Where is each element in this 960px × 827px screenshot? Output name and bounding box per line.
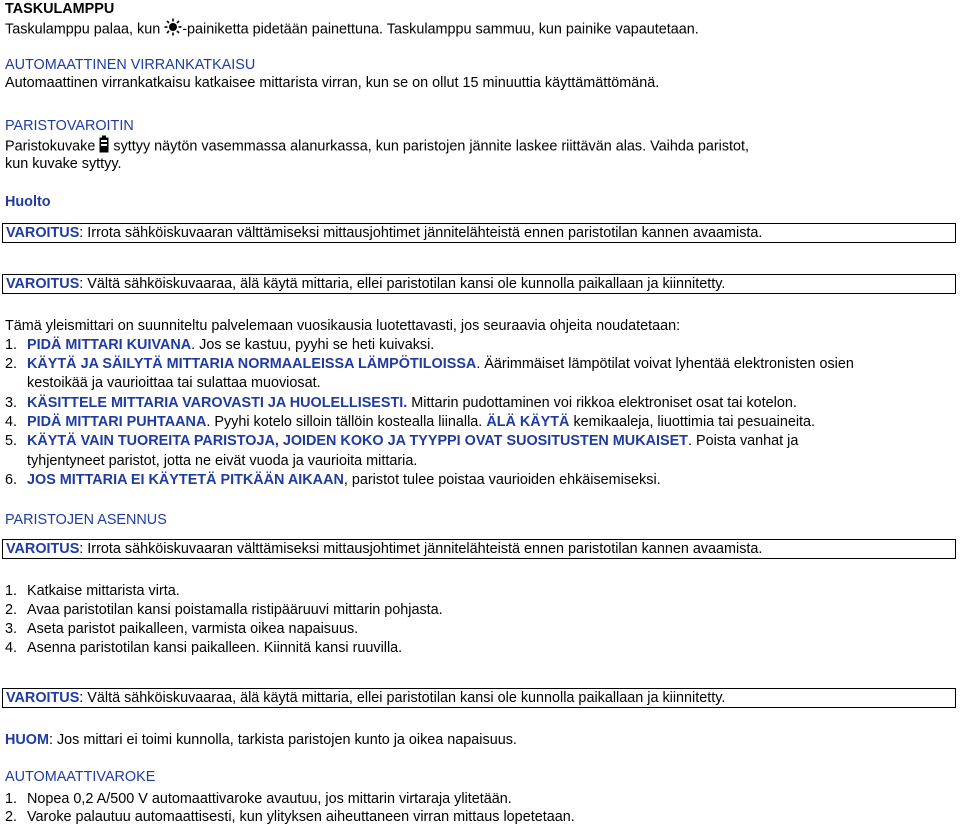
item-continuation: tyhjentyneet paristot, jotta ne eivät vuoda ja vaurioita mittaria. <box>27 453 418 469</box>
item-bold: KÄYTÄ VAIN TUOREITA PARISTOJA, JOIDEN KOKO JA TYYPPI OVAT SUOSITUSTEN MUKAISET <box>27 433 688 449</box>
battery-install-warning-1 <box>2 539 956 559</box>
step-text: Avaa paristotilan kansi poistamalla ristipääruuvi mittarin pohjasta. <box>27 602 443 618</box>
item-continuation: kestoikää ja vaurioittaa tai sulattaa muoviosat. <box>27 375 321 391</box>
battery-install-warning-2 <box>2 688 956 708</box>
maintenance-title: Huolto <box>5 194 51 210</box>
item-bold: PIDÄ MITTARI KUIVANA <box>27 337 192 353</box>
note-label: HUOM <box>5 732 49 748</box>
fuse-item-2 <box>5 808 575 826</box>
auto-off-title: AUTOMAATTINEN VIRRANKATKAISU <box>5 57 256 73</box>
maintenance-item-6 <box>5 471 661 489</box>
fuse-text: Nopea 0,2 A/500 V automaattivaroke avautuu, jos mittarin virtaraja ylitetään. <box>27 791 512 807</box>
step-number: 2. <box>5 602 18 618</box>
item-bold: KÄSITTELE MITTARIA VAROVASTI JA HUOLELLISESTI. <box>27 395 408 411</box>
fuse-title: AUTOMAATTIVAROKE <box>5 769 156 785</box>
flashlight-text <box>5 18 699 41</box>
battery-indicator-text-b: syttyy näytön vasemmassa alanurkassa, kun paristojen jännite laskee riittävän alas. Vaihda paristot, <box>109 138 750 155</box>
item-bold: JOS MITTARIA EI KÄYTETÄ PITKÄÄN AIKAAN <box>27 472 344 488</box>
step-text: Katkaise mittarista virta. <box>27 583 180 599</box>
item-text-2: kemikaaleja, liuottimia tai pesuaineita. <box>569 414 816 430</box>
battery-install-step-2 <box>5 601 443 619</box>
maintenance-item-4 <box>5 413 815 431</box>
step-text: Aseta paristot paikalleen, varmista oikea napaisuus. <box>27 621 359 637</box>
item-bold-2: ÄLÄ KÄYTÄ <box>486 414 570 430</box>
item-text: . Poista vanhat ja <box>687 433 799 449</box>
battery-indicator-text-c: kun kuvake syttyy. <box>5 156 122 172</box>
maintenance-intro: Tämä yleismittari on suunniteltu palvelemaan vuosikausia luotettavasti, jos seuraavia ohjeita noudatetaan: <box>5 318 681 334</box>
battery-indicator-title: PARISTOVAROITIN <box>5 118 134 134</box>
item-number: 5. <box>5 433 18 449</box>
fuse-number: 2. <box>5 809 18 825</box>
maintenance-item-1 <box>5 336 434 354</box>
fuse-text: Varoke palautuu automaattisesti, kun ylityksen aiheuttaneen virran mittaus lopetetaan. <box>27 809 575 825</box>
maintenance-item-2 <box>5 355 854 373</box>
maintenance-warning-2 <box>2 274 956 294</box>
warning-label: VAROITUS <box>6 541 80 557</box>
item-text: . Äärimmäiset lämpötilat voivat lyhentää elektronisten osien <box>476 356 854 372</box>
auto-off-text: Automaattinen virrankatkaisu katkaisee mittarista virran, kun se on ollut 15 minuuttia käyttämättömänä. <box>5 75 660 91</box>
warning-label: VAROITUS <box>6 225 80 241</box>
warning-text: : Irrota sähköiskuvaaran välttämiseksi mittausjohtimet jännitelähteistä ennen paristotilan kannen avaamista. <box>79 541 763 557</box>
battery-install-step-1 <box>5 582 180 600</box>
note-text: : Jos mittari ei toimi kunnolla, tarkista paristojen kunto ja oikea napaisuus. <box>48 732 517 748</box>
battery-install-title: PARISTOJEN ASENNUS <box>5 512 167 528</box>
fuse-item-1 <box>5 790 512 808</box>
warning-text: : Irrota sähköiskuvaaran välttämiseksi mittausjohtimet jännitelähteistä ennen paristotilan kannen avaamista. <box>79 225 763 241</box>
item-number: 4. <box>5 414 18 430</box>
maintenance-item-3 <box>5 394 797 412</box>
battery-install-step-4 <box>5 639 402 657</box>
maintenance-item-2-cont <box>5 374 321 392</box>
sun-light-icon <box>164 18 182 41</box>
maintenance-item-5-cont <box>5 452 417 470</box>
step-number: 4. <box>5 640 18 656</box>
item-number: 3. <box>5 395 18 411</box>
step-text: Asenna paristotilan kansi paikalleen. Kiinnitä kansi ruuvilla. <box>27 640 403 656</box>
item-text: , paristot tulee poistaa vaurioiden ehkäisemiseksi. <box>343 472 661 488</box>
flashlight-text-a: Taskulamppu palaa, kun <box>5 21 165 38</box>
item-text: . Pyyhi kotelo silloin tällöin kostealla liinalla. <box>206 414 487 430</box>
battery-install-step-3 <box>5 620 358 638</box>
warning-label: VAROITUS <box>6 690 80 706</box>
battery-install-note <box>5 731 517 749</box>
maintenance-item-5 <box>5 432 798 450</box>
item-text: . Jos se kastuu, pyyhi se heti kuivaksi. <box>191 337 435 353</box>
flashlight-text-b: -painiketta pidetään painettuna. Taskulamppu sammuu, kun painike vapautetaan. <box>182 21 699 38</box>
step-number: 1. <box>5 583 18 599</box>
step-number: 3. <box>5 621 18 637</box>
flashlight-title: TASKULAMPPU <box>5 1 115 17</box>
item-number: 6. <box>5 472 18 488</box>
item-bold: KÄYTÄ JA SÄILYTÄ MITTARIA NORMAALEISSA LÄMPÖTILOISSA <box>27 356 477 372</box>
warning-text: : Vältä sähköiskuvaaraa, älä käytä mittaria, ellei paristotilan kansi ole kunnolla paikallaan ja kiinnitetty. <box>79 276 726 292</box>
battery-indicator-text-a: Paristokuvake <box>5 138 100 155</box>
maintenance-warning-1 <box>2 223 956 243</box>
fuse-number: 1. <box>5 791 18 807</box>
warning-label: VAROITUS <box>6 276 80 292</box>
item-number: 2. <box>5 356 18 372</box>
item-text: Mittarin pudottaminen voi rikkoa elektroniset osat tai kotelon. <box>407 395 797 411</box>
item-number: 1. <box>5 337 18 353</box>
warning-text: : Vältä sähköiskuvaaraa, älä käytä mittaria, ellei paristotilan kansi ole kunnolla paikallaan ja kiinnitetty. <box>79 690 726 706</box>
item-bold: PIDÄ MITTARI PUHTAANA <box>27 414 207 430</box>
